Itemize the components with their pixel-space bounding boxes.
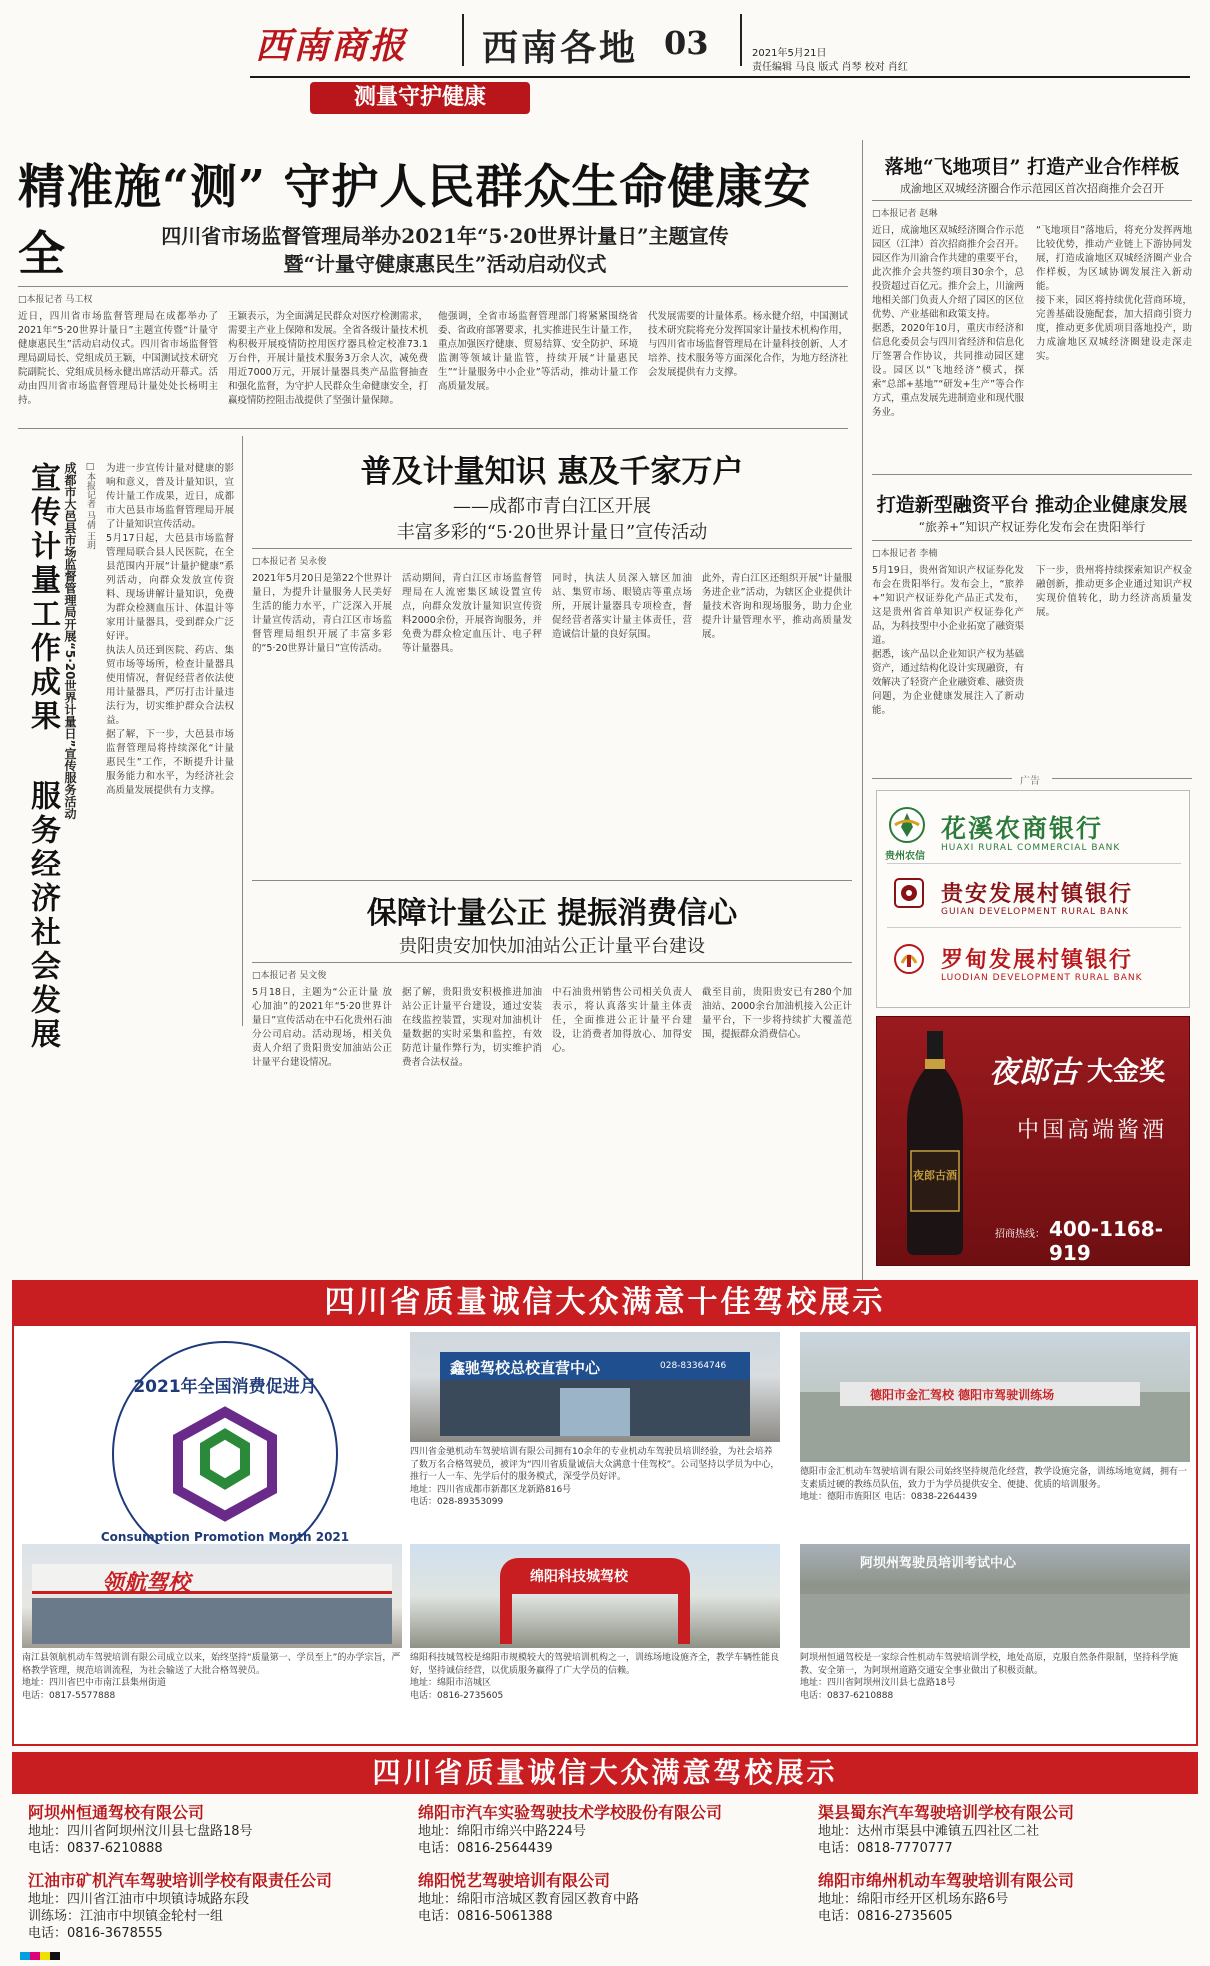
column-tag — [310, 82, 530, 114]
school-tel: 电话：0816-2564439 — [418, 1841, 553, 1856]
qbj-col-1: 2021年5月20日是第22个世界计量日，为提升计量服务人民美好生活的能力水平，广泛深入开展计量宣传活动，青白江区市场监督管理局组织开展了丰富多彩的“5·20世界计量日”宣传活动。 — [252, 573, 392, 654]
banner-satisfied — [12, 1752, 1198, 1794]
lead-byline: □本报记者 马工权 — [18, 295, 93, 305]
school-addr: 地址：绵阳市涪城区教育园区教育中路 — [418, 1892, 640, 1907]
bank3-name: 罗甸发展村镇银行 — [941, 947, 1134, 973]
school-name: 阿坝州恒通驾校有限公司 — [28, 1803, 205, 1822]
school-name: 绵阳市汽车实验驾驶技术学校股份有限公司 — [418, 1803, 723, 1822]
bank2-en: GUIAN DEVELOPMENT RURAL BANK — [941, 907, 1129, 917]
consumption-month-logo — [60, 1334, 390, 1574]
school-item — [28, 1868, 398, 1942]
school-photo-4-sign: 绵阳科技城驾校 — [530, 1569, 628, 1585]
school-name: 绵阳市绵州机动车驾驶培训有限公司 — [818, 1871, 1075, 1890]
school-caption-2-tel: 电话：0838-2264439 — [883, 1492, 978, 1502]
school-caption-3 — [22, 1652, 402, 1742]
lead-headline: 精准施“测” 守护人民群众生命健康安全 — [18, 160, 812, 282]
qbj-subtitle-2: 丰富多彩的“5·20世界计量日”宣传活动 — [396, 522, 708, 543]
school-photo-5-sign: 阿坝州驾驶员培训考试中心 — [860, 1556, 1017, 1571]
right-mid-col-1 — [872, 564, 1024, 764]
guian-subtitle: 贵阳贵安加快加油站公正计量平台建设 — [399, 936, 705, 957]
school-caption-2-addr: 地址：德阳市旌阳区 — [800, 1492, 882, 1502]
column-tag-text: 测量守护健康 — [353, 85, 486, 110]
school-caption-2-text: 德阳市金汇机动车驾驶培训有限公司始终坚持规范化经营，教学设施完备，训练场地宽阔，拥有一支素质过硬的教练员队伍，致力于为学员提供安全、便捷、优质的培训服务。 — [800, 1467, 1188, 1490]
ad-label: 广告 — [1020, 776, 1040, 787]
banner-satisfied-text: 四川省质量诚信大众满意驾校展示 — [372, 1756, 838, 1789]
school-caption-4-tel: 电话：0816-2735605 — [410, 1690, 504, 1701]
school-caption-5-tel: 电话：0837-6210888 — [800, 1690, 894, 1701]
vertical-byline: □本报记者 马倩 王玥 — [85, 462, 95, 550]
school-tel: 电话：0818-7770777 — [818, 1841, 953, 1856]
school-tel: 电话：0837-6210888 — [28, 1841, 163, 1856]
vertical-p4: 据了解，下一步，大邑县市场监督管理局将持续深化“计量惠民生”工作，不断提升计量服务能力和水平，为经济社会高质量发展提供有力支撑。 — [106, 729, 234, 796]
qbj-col-4: 此外，青白江区还组织开展“计量服务进企业”活动，为辖区企业提供计量技术咨询和现场服务，助力企业提升计量管理水平，推动高质量发展。 — [702, 573, 852, 640]
qbj-headline: 普及计量知识 惠及千家万户 — [360, 454, 744, 490]
consumption-logo-en: Consumption Promotion Month 2021 — [100, 1530, 350, 1544]
lead-col-1: 近日，四川省市场监督管理局在成都举办了2021年“5·20世界计量日”主题宣传暨“计量守健康惠民生”活动启动仪式。四川省市场监督管理局副局长、党组成员王颖，中国测试技术研究院副院长、党组成员杨永健出席活动开幕式。活动由四川省市场监督管理局计量处处长杨明主持。 — [18, 311, 218, 406]
right-top-byline: □本报记者 赵琳 — [872, 209, 938, 219]
school-caption-5-addr: 地址：四川省阿坝州汶川县七盘路18号 — [800, 1678, 956, 1688]
right-top-p2: 据悉，2020年10月，重庆市经济和信息化委员会与四川省经济和信息化厅签署合作协议，共同推动园区建设。园区以“飞地经济”模式，探索“总部+基地”“研发+生产”等合作方式，重点发展先进制造业和现代服务业。 — [872, 323, 1024, 418]
liquor-bottle-label: 夜郎古酒 — [913, 1169, 957, 1182]
school-caption-1-text: 四川省金驰机动车驾驶培训有限公司拥有10余年的专业机动车驾驶员培训经验，为社会培养了数万名合格驾驶员，被评为“四川省质量诚信大众满意十佳驾校”。公司坚持以学员为中心，推行一人一车、先学后付的服务模式，深受学员好评。 — [410, 1447, 780, 1482]
vertical-p3: 执法人员还到医院、药店、集贸市场等场所，检查计量器具使用情况，督促经营者依法使用计量器具，严厉打击计量违法行为，切实维护群众合法权益。 — [106, 645, 234, 726]
school-caption-3-addr: 地址：四川省巴中市南江县集州街道 — [22, 1678, 167, 1688]
school-item — [818, 1800, 1188, 1857]
liquor-bottle — [899, 1031, 971, 1257]
section-title: 西南各地 — [482, 27, 639, 69]
right-top-headline: 落地“飞地项目” 打造产业合作样板 — [884, 156, 1180, 178]
bank2-name: 贵安发展村镇银行 — [941, 881, 1134, 907]
guian-byline: □本报记者 吴文俊 — [252, 971, 327, 981]
lead-col-2: 王颖表示，为全面满足民群众对医疗检测需求，需要主产业上保障和发展。全省各级计量技术机构积极开展疫情防控用医疗器具检定校准73.1万台件，开展计量技术服务3万余人次，减免费用近7000万元，开展计量器具类产品监督抽查和强化监督，为守护人民群众生命健康安全，打赢疫情防控阻击战提供了坚强计量保障。 — [228, 311, 428, 406]
right-mid-col-2: 下一步，贵州将持续探索知识产权金融创新，推动更多企业通过知识产权实现价值转化，助力经济高质量发展。 — [1036, 565, 1192, 618]
right-mid-p2: 据悉，该产品以企业知识产权为基础资产，通过结构化设计实现融资，有效解决了轻资产企业融资难、融资贵问题，为企业健康发展注入了新动能。 — [872, 649, 1024, 716]
school-addr: 地址：四川省江油市中坝镇诗城路东段 — [28, 1892, 250, 1907]
vertical-headline-b: 服务经济社会发展 — [25, 780, 60, 1052]
bank1-tag: 贵州农信 — [885, 851, 925, 862]
qbj-byline: □本报记者 吴永俊 — [252, 557, 327, 567]
right-top-col-1 — [872, 224, 1024, 464]
school-addr: 地址：达州市渠县中滩镇五四社区二社 — [818, 1824, 1040, 1839]
issue-date: 2021年5月21日 — [752, 48, 827, 59]
qbj-subtitle-1: ——成都市青白江区开展 — [453, 496, 651, 517]
school-caption-1 — [410, 1446, 780, 1538]
school-caption-3-tel: 电话：0817-5577888 — [22, 1690, 116, 1701]
qbj-col-2: 活动期间，青白江区市场监督管理局在人流密集区域设置宣传点，向群众发放计量知识宣传资料2000余份，开展咨询服务，并免费为群众检定血压计、电子秤等计量器具。 — [402, 573, 542, 654]
school-name: 渠县蜀东汽车驾驶培训学校有限公司 — [818, 1803, 1075, 1822]
vertical-subtitle: 成都市大邑县市场监督管理局开展“5·20世界计量日”宣传服务活动 — [63, 462, 77, 820]
school-tel: 训练场：江油市中坝镇金轮村一组 — [28, 1909, 224, 1924]
liquor-phone: 400-1168-919 — [1049, 1217, 1164, 1265]
school-tel: 电话：0816-5061388 — [418, 1909, 553, 1924]
right-top-col-2 — [1036, 224, 1192, 464]
school-photo-2 — [800, 1332, 1190, 1462]
school-photo-4 — [410, 1544, 780, 1648]
bank3-logo-icon — [893, 943, 925, 975]
vertical-p1: 为进一步宣传计量对健康的影响和意义，普及计量知识，宣传计量工作成果，近日，成都市大邑县市场监督管理局开展了计量知识宣传活动。 — [106, 463, 234, 530]
guian-col-2: 据了解，贵阳贵安积极推进加油站公正计量平台建设，通过安装在线监控装置，实现对加油机计量数据的实时采集和监控，有效防范计量作弊行为，切实维护消费者合法权益。 — [402, 987, 542, 1068]
liquor-phone-label: 招商热线： — [995, 1229, 1045, 1240]
right-top-p3: “飞地项目”落地后，将充分发挥两地比较优势，推动产业链上下游协同发展，打造成渝地区双城经济圈产业合作样板，为区域协调发展注入新动能。 — [1036, 225, 1192, 292]
guian-col-1: 5月18日，主题为“公正计量 放心加油”的2021年“5·20世界计量日”宣传活动在中石化贵州石油分公司启动。活动现场，相关负责人介绍了贵阳贵安加油站公正计量平台建设情况。 — [252, 987, 392, 1068]
school-caption-4-addr: 地址：绵阳市涪城区 — [410, 1678, 492, 1688]
bank1-name: 花溪农商银行 — [941, 814, 1104, 843]
school-item — [818, 1868, 1188, 1925]
lead-col-4: 代发展需要的计量体系。杨永健介绍，中国测试技术研究院将充分发挥国家计量技术机构作用，与四川省市场监督管理局在计量科技创新、人才培养、技术服务等方面深化合作，为地方经济社会发展提供有力支撑。 — [648, 311, 848, 378]
right-mid-subtitle: “旅养+”知识产权证券化发布会在贵阳举行 — [918, 520, 1146, 534]
school-caption-3-text: 南江县领航机动车驾驶培训有限公司成立以来，始终坚持“质量第一、学员至上”的办学宗旨，严格教学管理，规范培训流程，为社会输送了大批合格驾驶员。 — [22, 1653, 401, 1676]
school-photo-2-sign: 德阳市金汇驾校 德阳市驾驶训练场 — [870, 1388, 1055, 1402]
masthead-logo: 西南商报 — [255, 25, 408, 67]
school-caption-5-text: 阿坝州恒通驾校是一家综合性机动车驾驶培训学校，地处高原，克服自然条件限制，坚持科学施教、安全第一，为阿坝州道路交通安全事业做出了积极贡献。 — [800, 1653, 1179, 1676]
school-addr: 地址：绵阳市绵兴中路224号 — [418, 1824, 586, 1839]
right-top-p4: 接下来，园区将持续优化营商环境，完善基础设施配套，加大招商引资力度，推动更多优质项目落地投产，助力成渝地区双城经济圈建设走深走实。 — [1036, 295, 1192, 362]
bank1-logo-icon — [889, 807, 925, 843]
lead-col-3: 他强调，全省市场监督管理部门将紧紧围绕省委、省政府部署要求，扎实推进民生计量工作，重点加强医疗健康、贸易结算、安全防护、环境监测等领域计量监管，持续开展“计量惠民生”“计量服务中小企业”等活动，推动计量工作高质量发展。 — [438, 311, 638, 392]
vertical-p2: 5月17日起，大邑县市场监督管理局联合县人民医院，在全县范围内开展“计量护健康”系列活动，向群众发放宣传资料、现场讲解计量知识，免费为群众检测血压计、体温计等家用计量器具，受到群众广泛好评。 — [106, 533, 234, 642]
guian-headline: 保障计量公正 提振消费信心 — [366, 896, 738, 931]
right-top-p1: 近日，成渝地区双城经济圈合作示范园区（江津）首次招商推介会召开。园区作为川渝合作共建的重要平台，此次推介会共签约项目30余个，总投资超过百亿元。推介会上，川渝两地相关部门负责人介绍了园区的区位优势、产业基础和政策支持。 — [872, 225, 1024, 320]
school-photo-5 — [800, 1544, 1190, 1648]
editor-line: 责任编辑 马良 版式 肖琴 校对 肖红 — [752, 62, 908, 73]
school-tel: 电话：0816-2735605 — [818, 1909, 953, 1924]
school-item — [418, 1800, 788, 1857]
bank1-en: HUAXI RURAL COMMERCIAL BANK — [941, 843, 1121, 853]
right-mid-headline: 打造新型融资平台 推动企业健康发展 — [876, 494, 1188, 516]
bank2-logo-icon — [893, 877, 925, 909]
consumption-logo-cn: 2021年全国消费促进月 — [133, 1377, 317, 1397]
qbj-col-3: 同时，执法人员深入辖区加油站、集贸市场、眼镜店等重点场所，开展计量器具专项检查，督促经营者落实计量主体责任，营造诚信计量的良好氛围。 — [552, 573, 692, 640]
school-caption-1-tel: 电话：028-89353099 — [410, 1497, 504, 1507]
registration-strip — [20, 1952, 60, 1960]
right-mid-p1: 5月19日，贵州省知识产权证券化发布会在贵阳举行。发布会上，“旅养+”知识产权证券化产品正式发布，这是贵州省首单知识产权证券化产品，为科技型中小企业拓宽了融资渠道。 — [872, 565, 1024, 646]
liquor-brand: 夜郎古 — [989, 1055, 1079, 1090]
school-extra: 电话：0816-3678555 — [28, 1926, 163, 1941]
school-caption-4-text: 绵阳科技城驾校是绵阳市规模较大的驾驶培训机构之一，训练场地设施齐全，教学车辆性能良好，坚持诚信经营，以优质服务赢得了广大学员的信赖。 — [410, 1653, 780, 1676]
school-item — [418, 1868, 788, 1925]
vertical-body — [106, 462, 234, 1022]
liquor-award: 大金奖 — [1087, 1057, 1166, 1087]
liquor-ad[interactable] — [876, 1016, 1190, 1266]
guian-col-4: 截至目前，贵阳贵安已有280个加油站、2000余台加油机接入公正计量平台，下一步将持续扩大覆盖范围，提振群众消费信心。 — [702, 987, 852, 1040]
guian-col-3: 中石油贵州销售公司相关负责人表示，将认真落实计量主体责任，全面推进公正计量平台建设，让消费者加得放心、加得安心。 — [552, 987, 692, 1054]
banner-top-ten-text: 四川省质量诚信大众满意十佳驾校展示 — [324, 1285, 886, 1320]
lead-subtitle-1: 四川省市场监督管理局举办2021年“5·20世界计量日”主题宣传 — [161, 224, 729, 248]
school-caption-1-addr: 地址：四川省成都市新都区龙新路816号 — [410, 1484, 572, 1495]
school-addr: 地址：四川省阿坝州汶川县七盘路18号 — [28, 1824, 253, 1839]
liquor-slogan: 中国高端酱酒 — [1017, 1118, 1168, 1143]
bank-ad[interactable] — [876, 790, 1190, 1008]
school-photo-3 — [22, 1544, 402, 1648]
school-name: 江油市矿机汽车驾驶培训学校有限责任公司 — [28, 1871, 333, 1890]
school-photo-3-sign: 领航驾校 — [102, 1570, 191, 1596]
right-top-subtitle: 成渝地区双城经济圈合作示范园区首次招商推介会召开 — [900, 182, 1164, 195]
school-addr: 地址：绵阳市经开区机场东路6号 — [818, 1892, 1009, 1907]
school-caption-5 — [800, 1652, 1190, 1742]
vertical-headline-a: 宣传计量工作成果 — [25, 462, 60, 734]
school-photo-1 — [410, 1332, 780, 1442]
school-item — [28, 1800, 398, 1857]
lead-subtitle-2: 暨“计量守健康惠民生”活动启动仪式 — [283, 252, 607, 276]
right-mid-byline: □本报记者 李楠 — [872, 549, 938, 559]
school-caption-4 — [410, 1652, 780, 1742]
bank3-en: LUODIAN DEVELOPMENT RURAL BANK — [941, 973, 1143, 983]
school-name: 绵阳悦艺驾驶培训有限公司 — [418, 1871, 611, 1890]
school-photo-1-phone: 028-83364746 — [660, 1361, 727, 1371]
page-number: 03 — [664, 24, 709, 62]
school-caption-2 — [800, 1466, 1190, 1538]
banner-top-ten — [12, 1280, 1198, 1326]
school-photo-1-sign: 鑫驰驾校总校直营中心 — [450, 1359, 601, 1377]
